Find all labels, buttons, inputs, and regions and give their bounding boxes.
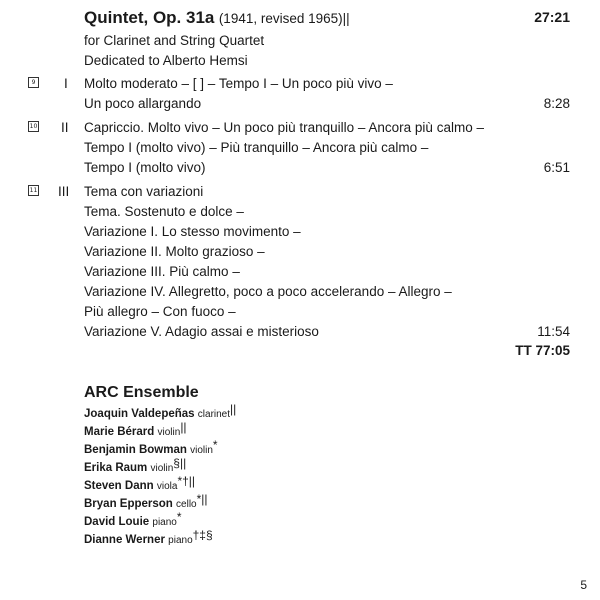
performer-entry	[84, 494, 208, 514]
work-subtitle: for Clarinet and String Quartet	[84, 33, 265, 48]
movement-line-last	[84, 94, 574, 114]
movement-line: Molto moderato – [ ] – Tempo I – Un poco più vivo –	[84, 76, 393, 91]
performer-symbols: ||	[180, 420, 187, 434]
performer-name: Erika Raum	[84, 462, 148, 474]
movement-duration: 6:51	[543, 160, 570, 175]
performer-entry	[84, 404, 236, 424]
movement-numeral: I	[64, 76, 68, 91]
work-date-note: (1941, revised 1965)	[218, 11, 343, 26]
movement-line: Variazione III. Più calmo –	[84, 264, 240, 279]
performer-entry	[84, 512, 182, 532]
work-duration: 27:21	[534, 9, 570, 25]
track-number-box: 10	[29, 123, 38, 130]
performer-entry	[84, 476, 195, 496]
movement-line: Tema con variazioni	[84, 184, 204, 199]
performer-instrument: viola	[156, 481, 178, 492]
work-dedication: Dedicated to Alberto Hemsi	[84, 53, 248, 68]
movement-line-text: Un poco allargando	[84, 96, 202, 111]
work-title: Quintet, Op. 31a	[84, 8, 215, 27]
performer-entry	[84, 458, 186, 478]
performer-name: Bryan Epperson	[84, 498, 173, 510]
performer-symbols: *	[212, 438, 218, 452]
movement-line: Tempo I (molto vivo) – Più tranquillo – Ancora più calmo –	[84, 140, 429, 155]
movement-line: Capriccio. Molto vivo – Un poco più tranquillo – Ancora più calmo –	[84, 120, 484, 135]
movement-line: Tema. Sostenuto e dolce –	[84, 204, 244, 219]
performer-entry	[84, 422, 187, 442]
performer-instrument: violin	[157, 427, 181, 438]
total-time: TT 77:05	[515, 343, 570, 358]
performer-entry	[84, 440, 218, 460]
performer-symbols: *†||	[177, 474, 196, 488]
performer-symbols: *	[176, 510, 182, 524]
performer-entry	[84, 530, 213, 550]
movement-line-last	[84, 322, 574, 342]
movement-line: Variazione IV. Allegretto, poco a poco accelerando – Allegro –	[84, 284, 452, 299]
performer-symbols: †‡§	[192, 528, 213, 542]
track-number-box: 9	[28, 77, 39, 88]
performer-name: Joaquin Valdepeñas	[84, 408, 195, 420]
performer-instrument: clarinet	[197, 409, 231, 420]
page-number: 5	[580, 578, 587, 592]
movement-line: Variazione I. Lo stesso movimento –	[84, 224, 301, 239]
movement-line-text: Tempo I (molto vivo)	[84, 160, 206, 175]
work-title-mark: ||	[342, 11, 350, 26]
performer-name: Marie Bérard	[84, 426, 155, 438]
performer-instrument: cello	[176, 499, 197, 510]
movement-duration: 11:54	[537, 324, 570, 339]
performer-symbols: §||	[173, 456, 187, 470]
movement-line: Variazione II. Molto grazioso –	[84, 244, 265, 259]
movement-numeral: III	[58, 184, 70, 199]
movement-line-text: Variazione V. Adagio assai e misterioso	[84, 324, 319, 339]
performer-name: Steven Dann	[84, 480, 154, 492]
performer-symbols: *||	[196, 492, 208, 506]
movement-duration: 8:28	[543, 96, 570, 111]
performer-instrument: piano	[152, 517, 177, 528]
track-number-box: 11	[29, 187, 38, 194]
performer-instrument: violin	[150, 463, 174, 474]
performer-name: Dianne Werner	[84, 534, 165, 546]
movement-numeral: II	[61, 120, 69, 135]
performer-instrument: piano	[168, 535, 193, 546]
performer-symbols: ||	[230, 402, 237, 416]
performer-name: Benjamin Bowman	[84, 444, 187, 456]
work-title-row	[84, 8, 574, 30]
movement-line-last	[84, 158, 574, 178]
performer-name: David Louie	[84, 516, 150, 528]
ensemble-name: ARC Ensemble	[84, 384, 199, 401]
movement-line: Più allegro – Con fuoco –	[84, 304, 236, 319]
performer-instrument: violin	[190, 445, 213, 456]
